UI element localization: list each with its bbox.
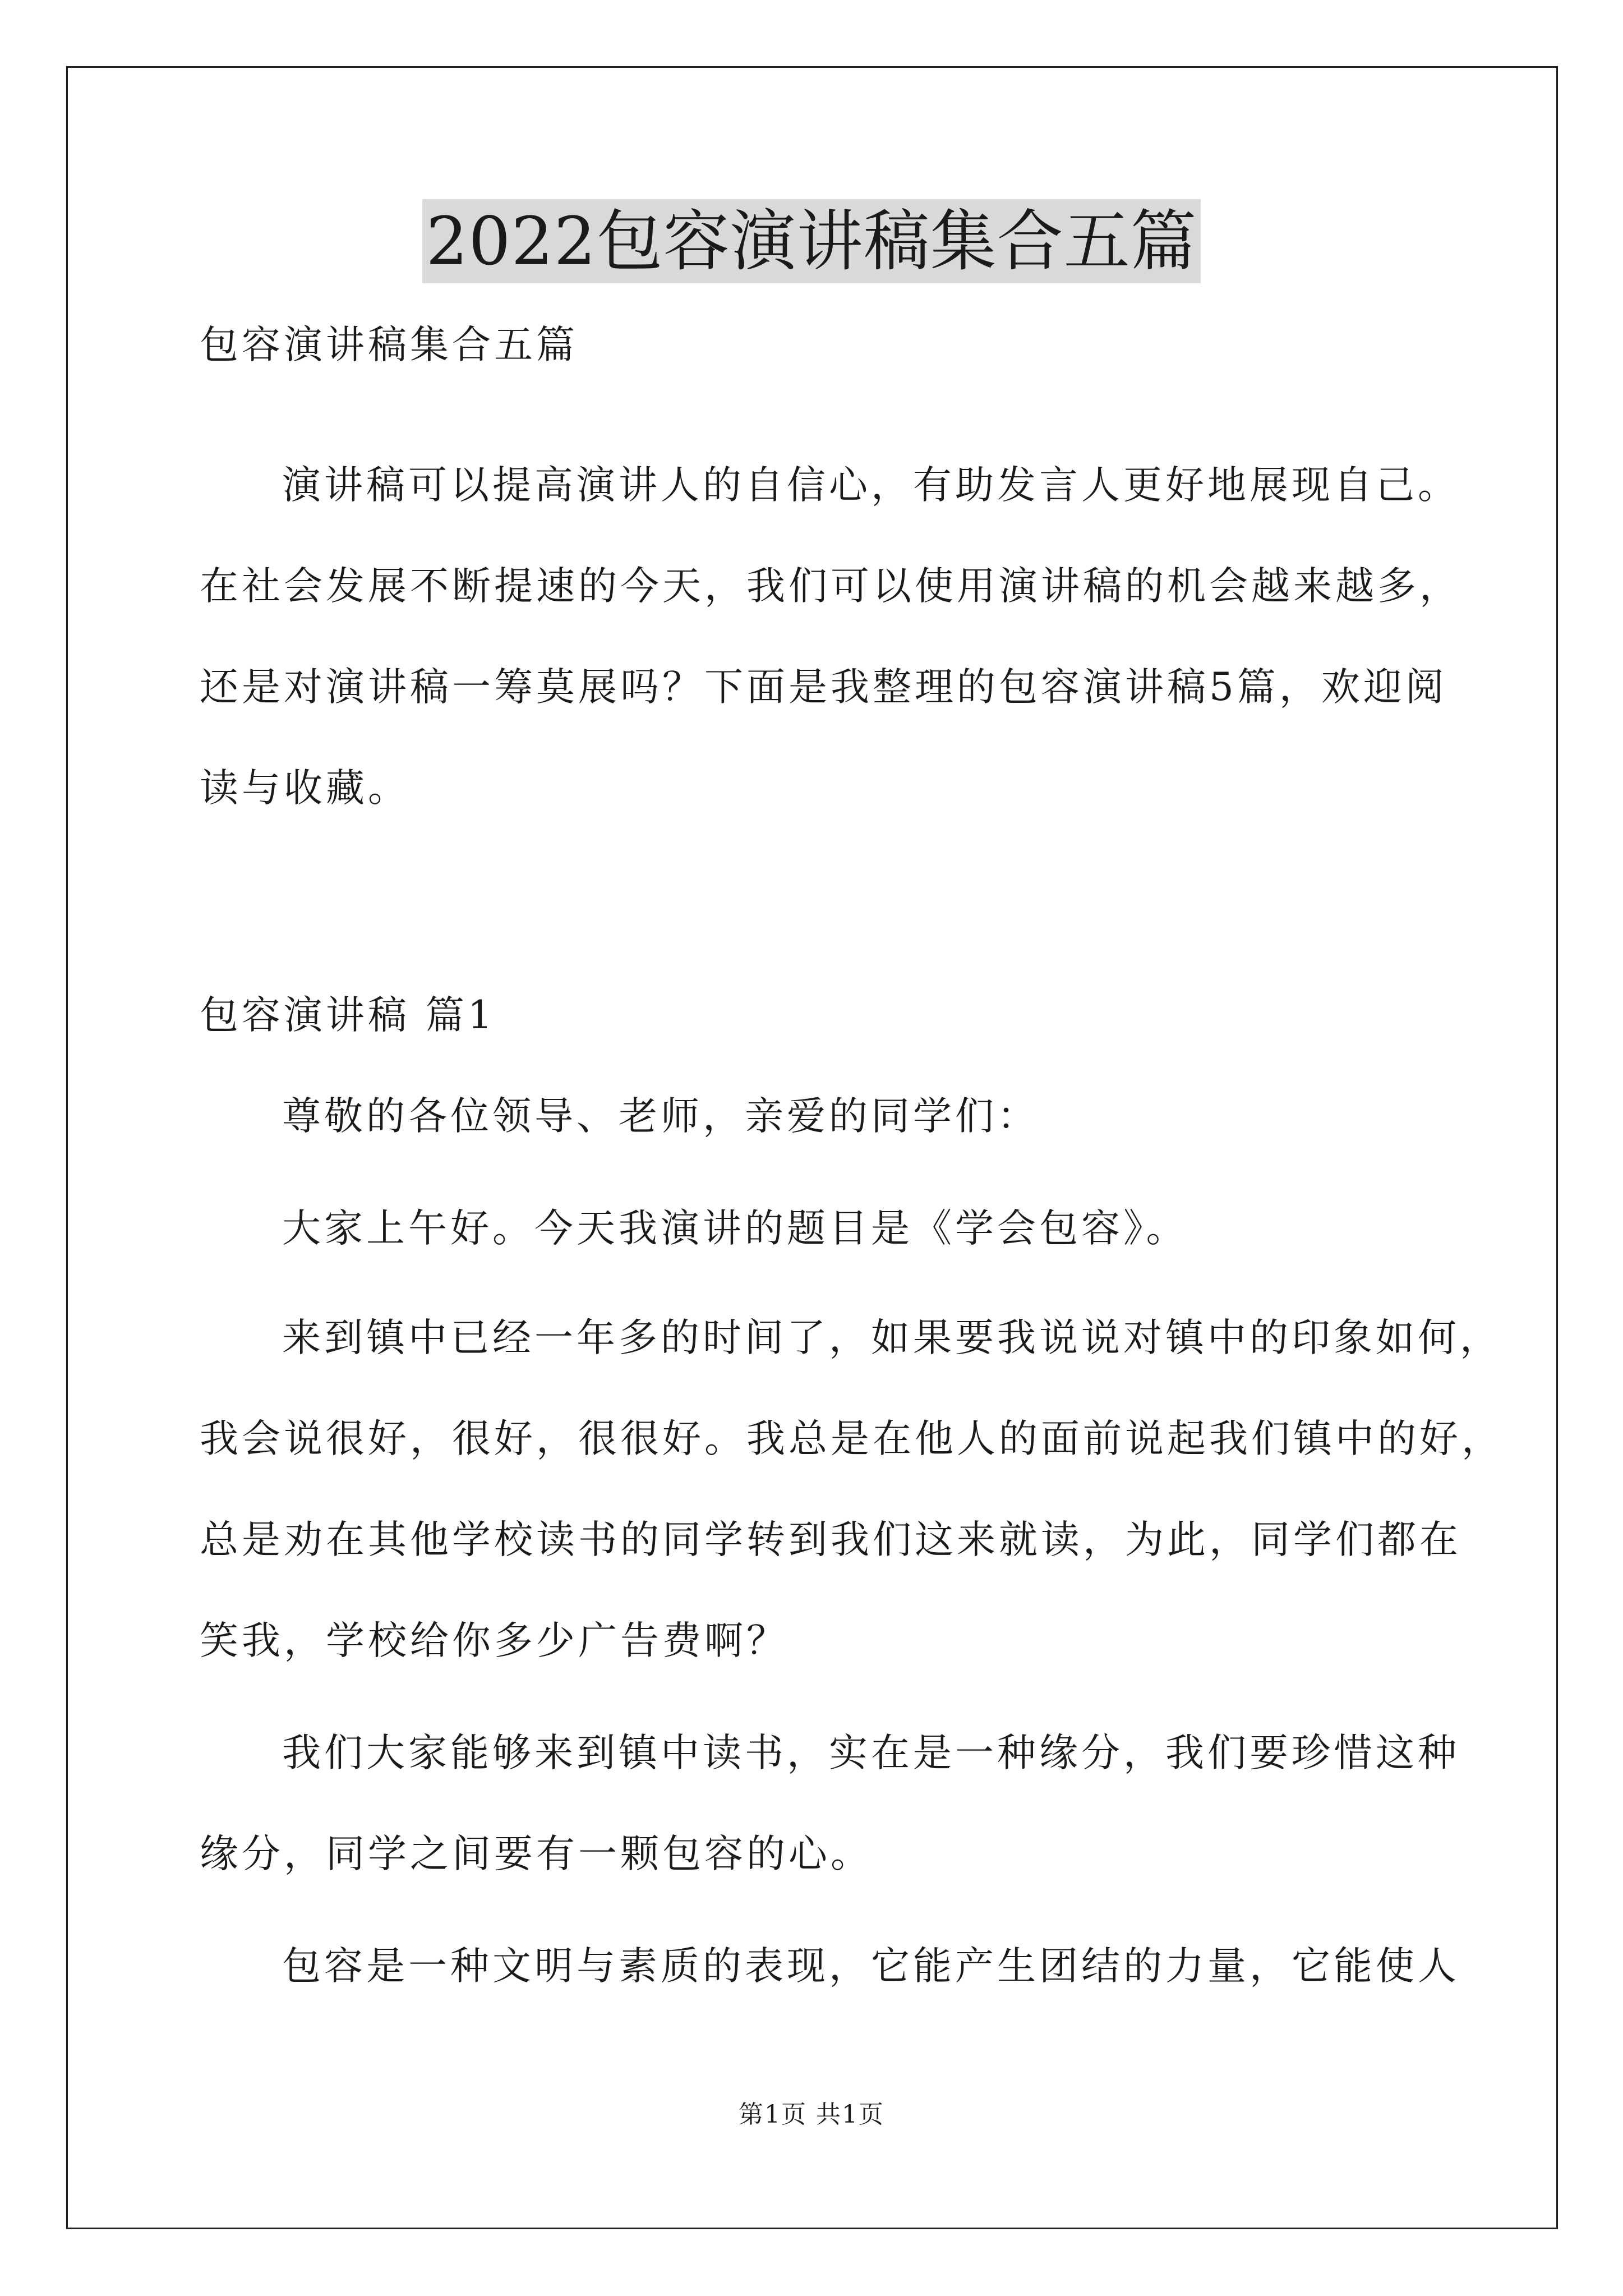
page-border [66, 66, 1558, 2229]
subtitle-line: 包容演讲稿集合五篇 [200, 323, 578, 367]
paragraph-line: 缘分，同学之间要有一颗包容的心。 [200, 1832, 873, 1876]
paragraph-line: 我们大家能够来到镇中读书，实在是一种缘分，我们要珍惜这种 [282, 1731, 1460, 1775]
title-container [0, 199, 1623, 283]
paragraph-line: 演讲稿可以提高演讲人的自信心，有助发言人更好地展现自己。 [282, 463, 1460, 508]
paragraph-line: 包容是一种文明与素质的表现，它能产生团结的力量，它能使人 [282, 1944, 1460, 1989]
paragraph-line: 在社会发展不断提速的今天，我们可以使用演讲稿的机会越来越多， [200, 564, 1461, 609]
paragraph-line: 尊敬的各位领导、老师，亲爱的同学们： [282, 1094, 1039, 1139]
paragraph-line: 来到镇中已经一年多的时间了，如果要我说说对镇中的印象如何， [282, 1315, 1502, 1360]
paragraph-line: 大家上午好。今天我演讲的题目是《学会包容》。 [282, 1206, 1188, 1251]
paragraph-line: 总是劝在其他学校读书的同学转到我们这来就读，为此，同学们都在 [200, 1517, 1461, 1562]
paragraph-line: 我会说很好，很好，很很好。我总是在他人的面前说起我们镇中的好， [200, 1416, 1504, 1461]
section-heading: 包容演讲稿 篇1 [200, 993, 496, 1038]
page-footer: 第1页 共1页 [739, 2100, 884, 2129]
paragraph-line: 还是对演讲稿一筹莫展吗？下面是我整理的包容演讲稿5篇，欢迎阅 [200, 665, 1447, 710]
document-title: 2022包容演讲稿集合五篇 [422, 199, 1200, 283]
paragraph-line: 笑我，学校给你多少广告费啊？ [200, 1618, 789, 1663]
paragraph-line: 读与收藏。 [200, 766, 410, 811]
